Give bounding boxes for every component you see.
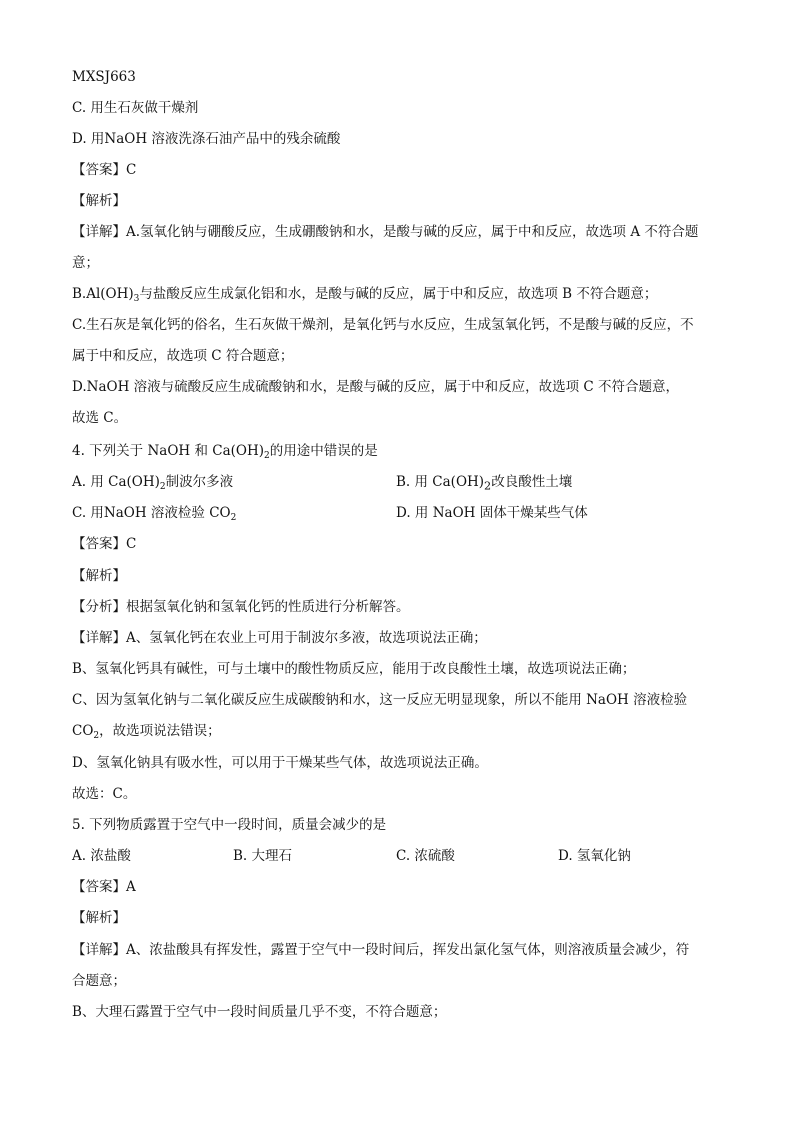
q5-analysis-label: 【解析】 (72, 910, 126, 926)
subscript: 3 (133, 294, 140, 304)
q5-detail-line: 【详解】A、浓盐酸具有挥发性，露置于空气中一段时间后，挥发出氯化氢气体，则溶液质量会减少，符 (72, 942, 690, 958)
q3-detail-line: 意； (72, 255, 99, 271)
q4-detail-line (72, 722, 221, 740)
q3-answer: 【答案】C (72, 162, 137, 178)
document-code: MXSJ663 (72, 69, 136, 85)
q4-detail-line: C、因为氢氧化钠与二氧化碳反应生成碳酸钠和水，这一反应无明显现象，所以不能用 NaOH 溶液检验 (72, 692, 688, 708)
q5-option-a: A. 浓盐酸 (72, 848, 131, 864)
text-run: 的用途中错误的是 (269, 443, 378, 459)
q4-fenxi: 【分析】根据氢氧化钠和氢氧化钙的性质进行分析解答。 (72, 599, 410, 615)
text-run: CO (72, 723, 94, 739)
q3-detail-line (72, 285, 657, 303)
q4-stem (72, 442, 378, 460)
q3-option-c: C. 用生石灰做干燥剂 (72, 100, 199, 116)
text-run: ，故选项说法错误； (99, 723, 221, 739)
subscript: 2 (93, 731, 100, 741)
text-run: C. 用NaOH 溶液检验 CO (72, 505, 231, 521)
q3-detail-line: D.NaOH 溶液与硫酸反应生成硫酸钠和水，是酸与碱的反应，属于中和反应，故选项 C 不符合题意， (72, 379, 680, 395)
q5-answer: 【答案】A (72, 879, 136, 895)
text-run: B.Al(OH) (72, 286, 134, 302)
q3-conclusion: 故选 C。 (72, 410, 128, 426)
text-run: 改良酸性土壤 (491, 474, 573, 490)
q3-analysis-label: 【解析】 (72, 193, 126, 209)
text-run: A. 用 Ca(OH) (72, 474, 160, 490)
text-run: 制波尔多液 (165, 474, 234, 490)
text-run: 4. 下列关于 NaOH 和 Ca(OH) (72, 443, 264, 459)
subscript: 2 (230, 513, 237, 523)
q4-answer: 【答案】C (72, 536, 137, 552)
q4-option-b (396, 473, 572, 496)
q3-detail-line: C.生石灰是氧化钙的俗名，生石灰做干燥剂，是氧化钙与水反应，生成氢氧化钙，不是酸与碱的反应，不 (72, 317, 694, 333)
subscript: 2 (159, 482, 166, 492)
q5-detail-line: 合题意； (72, 973, 126, 989)
q4-analysis-label: 【解析】 (72, 568, 126, 584)
subscript: 2 (264, 451, 270, 461)
text-run: 与盐酸反应生成氯化铝和水，是酸与碱的反应，属于中和反应，故选项 B 不符合题意； (139, 286, 658, 302)
q5-option-c: C. 浓硫酸 (396, 848, 455, 864)
q3-detail-line: 属于中和反应，故选项 C 符合题意； (72, 348, 294, 364)
q4-detail-line: B、氢氧化钙具有碱性，可与土壤中的酸性物质反应，能用于改良酸性土壤，故选项说法正确； (72, 661, 636, 677)
q3-option-d: D. 用NaOH 溶液洗涤石油产品中的残余硫酸 (72, 131, 341, 147)
q5-option-d: D. 氢氧化钠 (558, 848, 631, 864)
q4-option-a (72, 473, 233, 491)
q4-option-c (72, 504, 236, 522)
q3-detail-line: 【详解】A.氢氧化钠与硼酸反应，生成硼酸钠和水，是酸与碱的反应，属于中和反应，故选项 A 不符合题 (72, 224, 699, 240)
q4-detail-line: D、氢氧化钠具有吸水性，可以用于干燥某些气体，故选项说法正确。 (72, 755, 488, 771)
text-run: B. 用 Ca(OH) (396, 474, 485, 490)
q5-option-b: B. 大理石 (233, 848, 293, 864)
q4-option-d: D. 用 NaOH 固体干燥某些气体 (396, 505, 588, 521)
q5-stem: 5. 下列物质露置于空气中一段时间，质量会减少的是 (72, 817, 387, 833)
subscript: 2 (484, 479, 492, 493)
q4-conclusion: 故选：C。 (72, 786, 137, 802)
q5-detail-line: B、大理石露置于空气中一段时间质量几乎不变，不符合题意； (72, 1004, 447, 1020)
q4-detail-line: 【详解】A、氢氧化钙在农业上可用于制波尔多液，故选项说法正确； (72, 630, 487, 646)
